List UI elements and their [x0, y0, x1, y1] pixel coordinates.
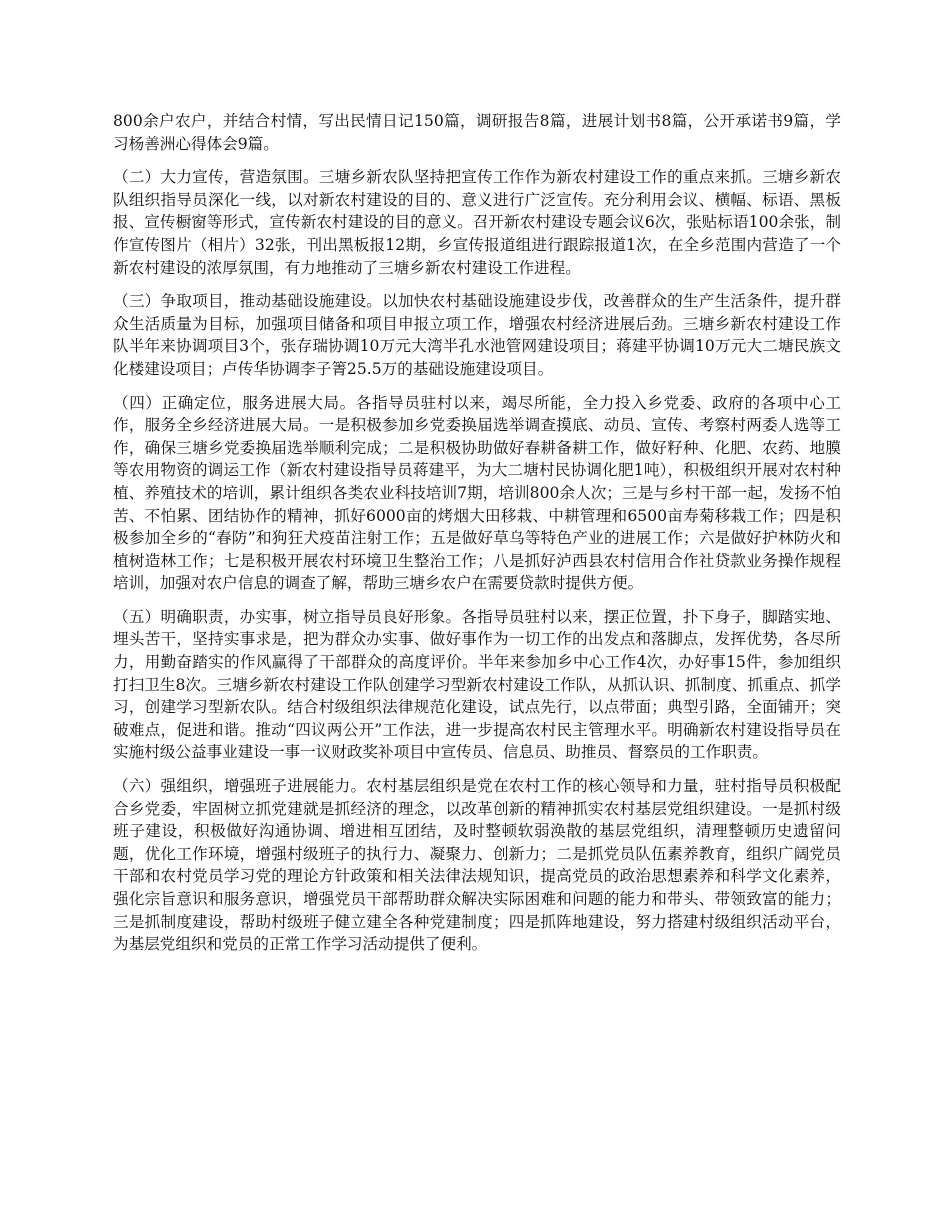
document-page — [113, 110, 841, 967]
paragraph-continuation: 800余户农户，并结合村情，写出民情日记150篇，调研报告8篇，进展计划书8篇，公开承诺书9篇，学习杨善洲心得体会9篇。 — [113, 112, 841, 153]
paragraph-positioning: （四）正确定位，服务进展大局。各指导员驻村以来，竭尽所能，全力投入乡党委、政府的各项中心工作，服务全乡经济进展大局。一是积极参加乡党委换届选举调查摸底、动员、宣传、考察村两委人选等工作，确保三塘乡党委换届选举顺利完成；二是积极协助做好春耕备耕工作，做好籽种、化肥、农药、地膜等农用物资的调运工作（新农村建设指导员蒋建平，为大二塘村民协调化肥1吨），积极组织开展对农村种植、养殖技术的培训，累计组织各类农业科技培训7期，培训800余人次；三是与乡村干部一起，发扬不怕苦、不怕累、团结协作的精神，抓好6000亩的烤烟大田移栽、中耕管理和6500亩寿菊移栽工作；四是积极参加全乡的“春防”和狗狂犬疫苗注射工作；五是做好草乌等特色产业的进展工作；六是做好护林防火和植树造林工作；七是积极开展农村环境卫生整治工作；八是抓好泸西县农村信用合作社贷款业务操作规程培训，加强对农户信息的调查了解，帮助三塘乡农户在需要贷款时提供方便。 — [113, 393, 841, 593]
paragraph-responsibilities: （五）明确职责，办实事，树立指导员良好形象。各指导员驻村以来，摆正位置，扑下身子，脚踏实地、埋头苦干，坚持实事求是，把为群众办实事、做好事作为一切工作的出发点和落脚点，发挥优势，各尽所力，用勤奋踏实的作风赢得了干部群众的高度评价。半年来参加乡中心工作4次，办好事15件，参加组织打扫卫生8次。三塘乡新农村建设工作队创建学习型新农村建设工作队，从抓认识、抓制度、抓重点、抓学习，创建学习型新农队。结合村级组织法律规范化建设，试点先行，以点带面；典型引路，全面铺开；突破难点，促进和谐。推动“四议两公开”工作法，进一步提高农村民主管理水平。明确新农村建设指导员在实施村级公益事业建设一事一议财政奖补项目中宣传员、信息员、助推员、督察员的工作职责。 — [113, 607, 841, 762]
paragraph-organization: （六）强组织，增强班子进展能力。农村基层组织是党在农村工作的核心领导和力量，驻村指导员积极配合乡党委，牢固树立抓党建就是抓经济的理念，以改革创新的精神抓实农村基层党组织建设。一是抓村级班子建设，积极做好沟通协调、增进相互团结，及时整顿软弱涣散的基层党组织，清理整顿历史遗留问题，优化工作环境，增强村级班子的执行力、凝聚力、创新力；二是抓党员队伍素养教育，组织广阔党员干部和农村党员学习党的理论方针政策和相关法律法规知识，提高党员的政治思想素养和科学文化素养，强化宗旨意识和服务意识，增强党员干部帮助群众解决实际困难和问题的能力和带头、带领致富的能力；三是抓制度建设，帮助村级班子健立建全各种党建制度；四是抓阵地建设，努力搭建村级组织活动平台，为基层党组织和党员的正常工作学习活动提供了便利。 — [113, 777, 841, 954]
paragraph-projects: （三）争取项目，推动基础设施建设。以加快农村基础设施建设步伐，改善群众的生产生活条件，提升群众生活质量为目标，加强项目储备和项目申报立项工作，增强农村经济进展后劲。三塘乡新农村建设工作队半年来协调项目3个，张存瑞协调10万元大湾半孔水池管网建设项目；蒋建平协调10万元大二塘民族文化楼建设项目；卢传华协调李子箐25.5万的基础设施建设项目。 — [113, 292, 841, 378]
paragraph-publicity: （二）大力宣传，营造氛围。三塘乡新农队坚持把宣传工作作为新农村建设工作的重点来抓。三塘乡新农队组织指导员深化一线，以对新农村建设的目的、意义进行广泛宣传。充分利用会议、横幅、标语、黑板报、宣传橱窗等形式，宣传新农村建设的目的意义。召开新农村建设专题会议6次，张贴标语100余张，制作宣传图片（相片）32张，刊出黑板报12期，乡宣传报道组进行跟踪报道1次，在全乡范围内营造了一个新农村建设的浓厚氛围，有力地推动了三塘乡新农村建设工作进程。 — [113, 168, 841, 277]
